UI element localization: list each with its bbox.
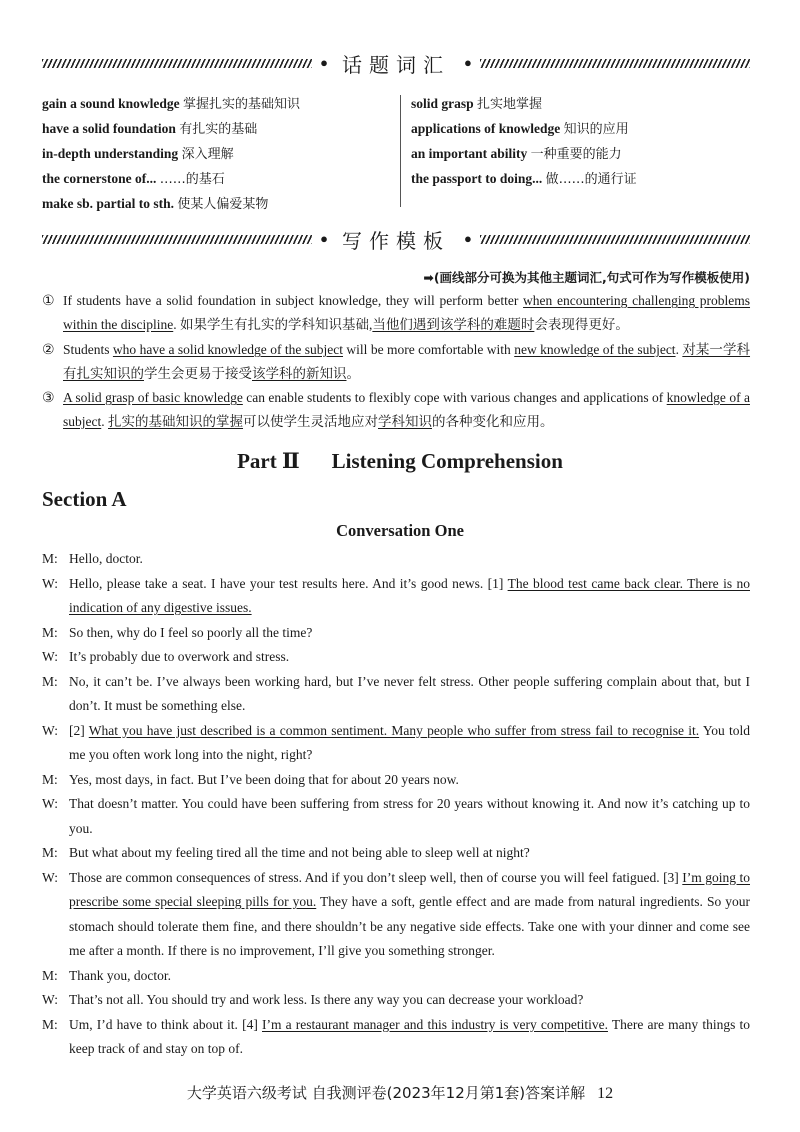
speaker-label: M: (42, 771, 58, 787)
turn-text (69, 723, 750, 763)
template-item (42, 338, 750, 386)
underlined-phrase: I’m a restaurant manager and this industry is very competitive. (262, 1016, 608, 1032)
dialogue-turn (42, 621, 750, 646)
speaker-label: M: (42, 1016, 58, 1032)
vocab-item: gain a sound knowledge 掌握扎实的基础知识 (42, 96, 301, 112)
vocab-item: the passport to doing... 做……的通行证 (411, 171, 637, 187)
text-run: Hello, please take a seat. I have your test results here. And it’s good news. [1] (69, 575, 508, 591)
dialogue-turn (42, 768, 750, 793)
vocab-item: make sb. partial to sth. 使某人偏爱某物 (42, 196, 269, 212)
vocabulary-left-column (42, 91, 300, 216)
bullet-icon: ● (320, 55, 328, 70)
page-number: 12 (597, 1085, 614, 1102)
text-run: Students (63, 342, 113, 357)
section-heading: Section A (42, 487, 127, 511)
dialogue-turn (42, 645, 750, 670)
text-run: Um, I’d have to think about it. [4] (69, 1016, 262, 1032)
conversation-heading: Conversation One (336, 521, 464, 540)
speaker-label: M: (42, 967, 58, 983)
turn-text (69, 649, 289, 664)
underlined-phrase: who have a solid knowledge of the subject (112, 342, 344, 357)
turn-text (69, 625, 312, 640)
speaker-label: W: (42, 992, 58, 1007)
speaker-label: M: (42, 624, 58, 640)
dialogue-turn (42, 841, 750, 866)
dialogue-turn (42, 964, 750, 989)
turn-text (69, 772, 459, 787)
text-run: [2] (69, 722, 89, 738)
turn-text (69, 968, 171, 983)
text-run: 。 (346, 366, 360, 381)
text-run: They have a soft, gentle effect and are made from natural ingredients. So your stomach should tolerate them fine, and there shouldn’t be any negative side effects. Take one with your dinner and come see me after a month. If there is no improvement, I’ll give you something stronger. (69, 894, 750, 958)
dialogue-turn (42, 572, 750, 621)
bullet-icon: ● (464, 55, 472, 70)
bullet-icon: ● (464, 231, 472, 246)
template-text (42, 338, 750, 386)
text-run: Those are common consequences of stress. And if you don’t sleep well, then of course you will feel fatigued. [3] (69, 869, 683, 885)
vocab-item: an important ability 一种重要的能力 (411, 146, 622, 162)
text-run: But what about my feeling tired all the time and not being able to sleep well at night? (69, 845, 530, 860)
underlined-phrase: 扎实的基础知识的掌握 (108, 414, 243, 429)
speaker-label: W: (42, 649, 58, 664)
vocabulary-list (42, 91, 750, 211)
text-run: Hello, doctor. (69, 551, 143, 566)
underlined-phrase: 对某一学科有扎实知识的 (63, 342, 751, 381)
vocab-item: solid grasp 扎实地掌握 (411, 96, 543, 112)
underlined-phrase: I’m going to prescribe some special sleeping pills for you. (69, 869, 750, 909)
speaker-label: W: (42, 722, 58, 738)
vocab-item: applications of knowledge 知识的应用 (411, 121, 629, 137)
footer-text: 大学英语六级考试 自我测评卷(2023年12月第1套)答案详解 (186, 1084, 586, 1102)
turn-text (69, 796, 750, 836)
page-footer (0, 1082, 800, 1103)
hatch-decoration-left (42, 235, 312, 244)
underlined-phrase: A solid grasp of basic knowledge (63, 390, 243, 405)
turn-text (69, 576, 750, 616)
text-run: Thank you, doctor. (69, 967, 171, 983)
underlined-phrase: The blood test came back clear. There is no indication of any digestive issues. (69, 575, 750, 615)
underlined-phrase: 当他们遇到该学科的难题时 (372, 317, 535, 332)
vocab-item: have a solid foundation 有扎实的基础 (42, 121, 258, 137)
dialogue-turn (42, 670, 750, 719)
vocabulary-right-column (411, 91, 637, 191)
text-run: will be more comfortable with (343, 342, 515, 357)
template-text (42, 386, 750, 434)
hatch-decoration-right (480, 59, 750, 68)
text-run: Yes, most days, in fact. But I’ve been doing that for about 20 years now. (69, 771, 459, 787)
underlined-phrase: when encountering challenging problems within the discipline (63, 293, 751, 332)
column-divider (400, 95, 401, 207)
text-run: You told me you often work long into the night, right? (69, 722, 750, 762)
underlined-phrase: What you have just described is a common sentiment. Many people who suffer from stress fail to recognise it. (88, 722, 700, 738)
dialogue-turn (42, 866, 750, 964)
turn-text (69, 551, 143, 566)
text-run: There are many things to keep track of and stay on top of. (69, 1016, 750, 1056)
text-run: 会表现得更好。 (534, 317, 629, 332)
underlined-phrase: 学科知识 (378, 414, 432, 429)
speaker-label: M: (42, 673, 58, 689)
text-run: . (101, 414, 108, 429)
text-run: It’s probably due to overwork and stress. (69, 649, 290, 664)
vocab-item: in-depth understanding 深入理解 (42, 146, 234, 162)
hatch-decoration-left (42, 59, 312, 68)
part-title: Listening Comprehension (331, 449, 563, 473)
item-number: ② (42, 342, 55, 358)
text-run: That doesn’t matter. You could have been suffering from stress for 20 years without knowing it. And now it’s catching up to you. (69, 796, 750, 836)
text-run: 学生会更易于接受 (144, 366, 252, 381)
speaker-label: W: (42, 575, 58, 591)
text-run: So then, why do I feel so poorly all the time? (69, 624, 313, 640)
speaker-label: M: (42, 551, 58, 566)
turn-text (69, 992, 583, 1007)
underlined-phrase: knowledge of a subject (63, 390, 750, 429)
dialogue-turn (42, 547, 750, 572)
underlined-phrase: 该学科的新知识 (252, 366, 347, 381)
dialogue-turn (42, 792, 750, 841)
item-number: ① (42, 293, 55, 309)
text-run: If students have a solid foundation in subject knowledge, they will perform better (63, 293, 524, 308)
underlined-phrase: new knowledge of the subject (514, 342, 676, 357)
text-run: can enable students to flexibly cope with various changes and applications of (242, 390, 667, 405)
template-item (42, 386, 750, 434)
vocab-item: the cornerstone of... ……的基石 (42, 171, 225, 187)
turn-text (69, 674, 750, 714)
bullet-icon: ● (320, 231, 328, 246)
item-number: ③ (42, 390, 55, 406)
hatch-decoration-right (480, 235, 750, 244)
text-run: 可以使学生灵活地应对 (243, 414, 378, 429)
text-run: . 如果学生有扎实的学科知识基础, (173, 317, 373, 332)
text-run: No, it can’t be. I’ve always been working hard, but I’ve never felt stress. Other people suffering complain about that, but I don’t. It must be something else. (69, 673, 750, 713)
text-run: That’s not all. You should try and work less. Is there any way you can decrease your workload? (69, 992, 584, 1007)
part-label: Part Ⅱ (237, 449, 300, 473)
part-heading (0, 448, 800, 474)
turn-text (69, 1017, 750, 1057)
dialogue (42, 547, 750, 1062)
template-banner (42, 226, 750, 252)
text-run: . (675, 342, 683, 357)
vocabulary-title: 话题词汇 (342, 52, 450, 77)
speaker-label: W: (42, 869, 58, 885)
turn-text (69, 845, 530, 860)
turn-text (69, 870, 750, 959)
speaker-label: W: (42, 796, 58, 811)
template-text (42, 289, 750, 337)
template-note: ➡(画线部分可换为其他主题词汇,句式可作为写作模板使用) (423, 270, 750, 285)
template-title: 写作模板 (342, 228, 450, 253)
vocabulary-banner (42, 50, 750, 76)
speaker-label: M: (42, 845, 58, 860)
dialogue-turn (42, 988, 750, 1013)
dialogue-turn (42, 1013, 750, 1062)
dialogue-turn (42, 719, 750, 768)
template-item (42, 289, 750, 337)
text-run: 的各种变化和应用。 (432, 414, 554, 429)
